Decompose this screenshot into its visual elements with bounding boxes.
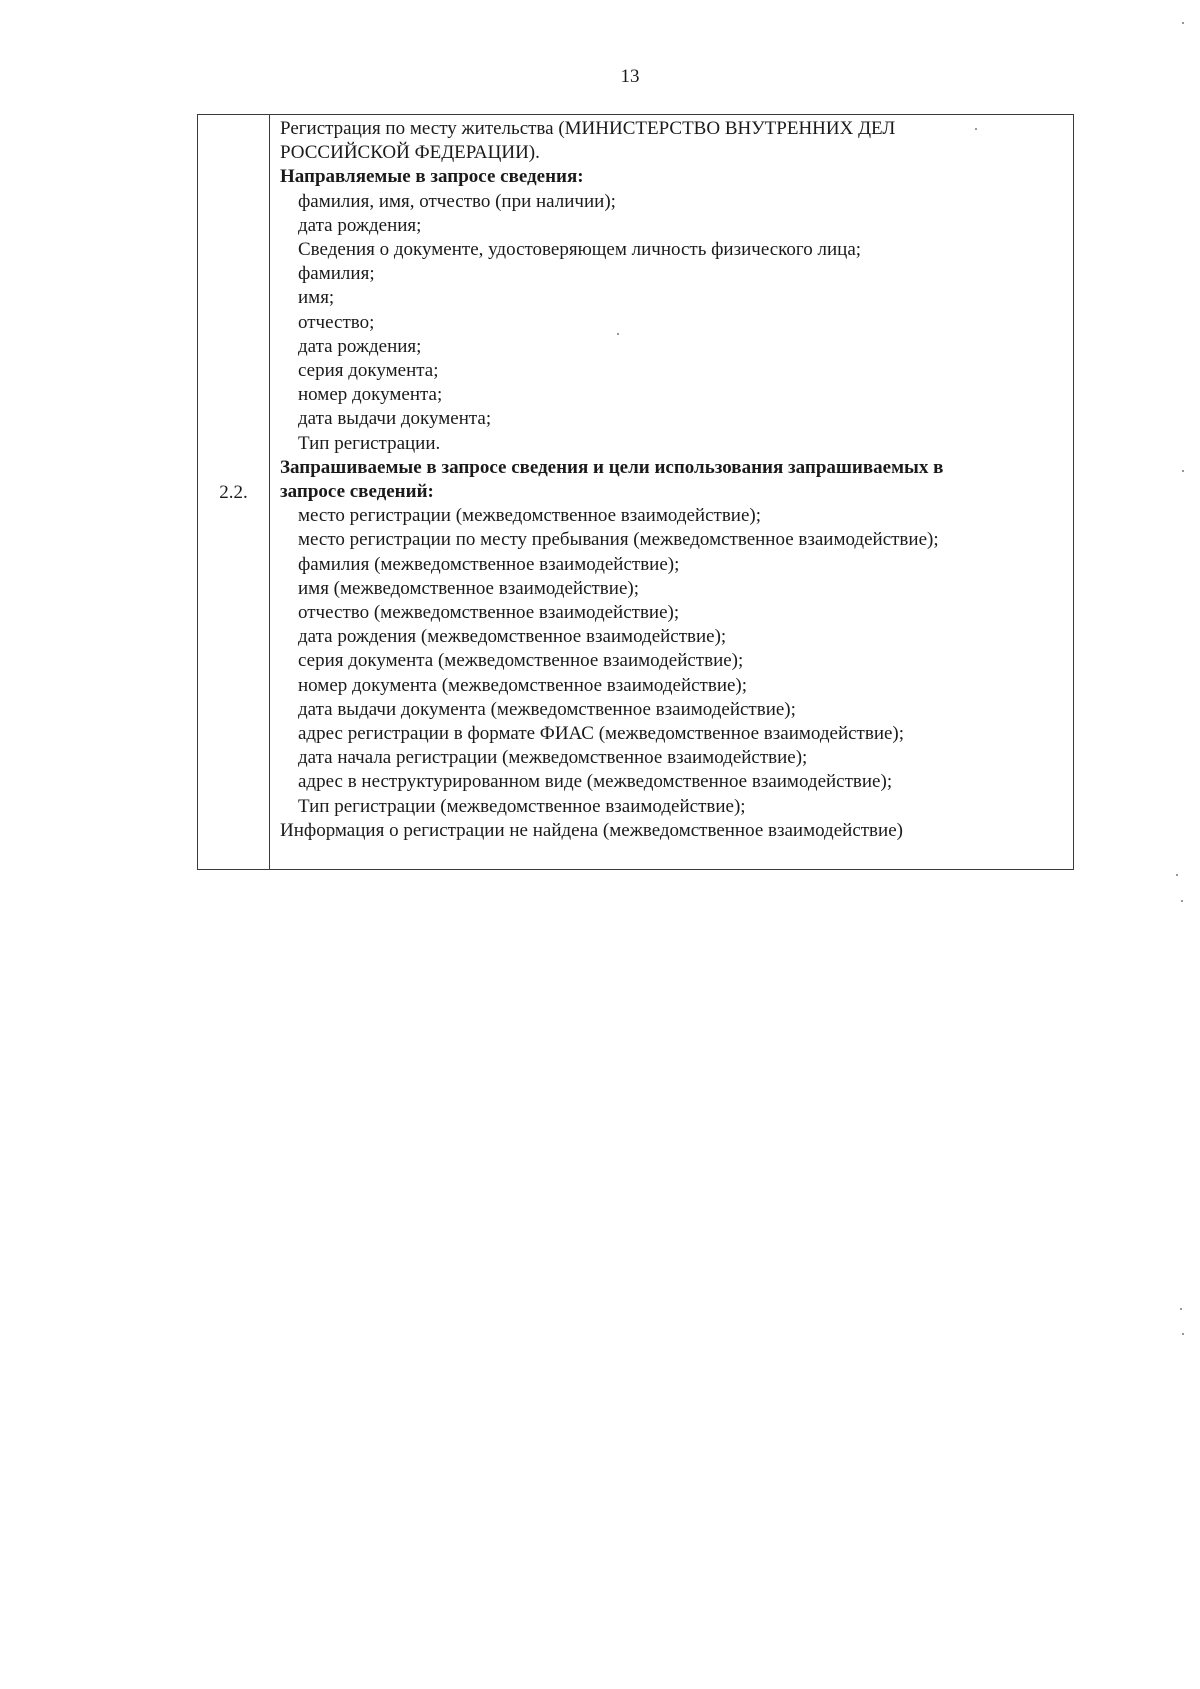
section-heading-line: Запрашиваемые в запросе сведения и цели использования запрашиваемых в [280, 456, 944, 478]
content-line: дата начала регистрации (межведомственное взаимодействие); [298, 747, 808, 769]
content-line: место регистрации по месту пребывания (межведомственное взаимодействие); [298, 529, 939, 551]
content-line: дата выдачи документа (межведомственное взаимодействие); [298, 698, 796, 720]
row-content-cell [270, 115, 1073, 869]
content-line: номер документа; [298, 384, 443, 406]
scan-speck [1181, 900, 1183, 902]
content-line: место регистрации (межведомственное взаимодействие); [298, 505, 762, 527]
content-line: Тип регистрации (межведомственное взаимодействие); [298, 795, 746, 817]
content-line: отчество; [298, 311, 375, 333]
content-line: адрес регистрации в формате ФИАС (межведомственное взаимодействие); [298, 723, 905, 745]
content-line: Информация о регистрации не найдена (межведомственное взаимодействие) [280, 819, 903, 841]
row-number: 2.2. [219, 482, 248, 503]
content-line: фамилия; [298, 263, 375, 285]
content-line: Сведения о документе, удостоверяющем личность физического лица; [298, 239, 862, 261]
scan-speck [975, 128, 977, 130]
content-line: имя (межведомственное взаимодействие); [298, 577, 639, 599]
scan-speck [1176, 874, 1178, 876]
content-line: адрес в неструктурированном виде (межведомственное взаимодействие); [298, 771, 893, 793]
section-heading-line: Направляемые в запросе сведения: [280, 166, 584, 188]
page-number: 13 [620, 66, 640, 87]
section-heading-line: запросе сведений: [280, 481, 434, 503]
content-line: РОССИЙСКОЙ ФЕДЕРАЦИИ). [280, 142, 540, 164]
scan-speck [1182, 1333, 1184, 1335]
content-line: дата рождения (межведомственное взаимодействие); [298, 626, 727, 648]
content-line: фамилия (межведомственное взаимодействие); [298, 553, 680, 575]
scan-speck [1182, 22, 1184, 24]
content-line: имя; [298, 287, 335, 309]
content-line: серия документа; [298, 360, 439, 382]
row-number-cell [198, 115, 270, 869]
content-line: фамилия, имя, отчество (при наличии); [298, 190, 616, 212]
scan-speck [617, 333, 619, 335]
content-line: дата выдачи документа; [298, 408, 492, 430]
content-line: отчество (межведомственное взаимодействие); [298, 602, 680, 624]
content-line: дата рождения; [298, 214, 422, 236]
scan-speck [1180, 1308, 1182, 1310]
content-line: Регистрация по месту жительства (МИНИСТЕРСТВО ВНУТРЕННИХ ДЕЛ [280, 118, 896, 139]
content-line: номер документа (межведомственное взаимодействие); [298, 674, 748, 696]
content-line: дата рождения; [298, 335, 422, 357]
content-line: Тип регистрации. [298, 432, 441, 454]
scan-speck [1182, 470, 1184, 472]
content-line: серия документа (межведомственное взаимодействие); [298, 650, 744, 672]
document-table [197, 114, 1074, 870]
